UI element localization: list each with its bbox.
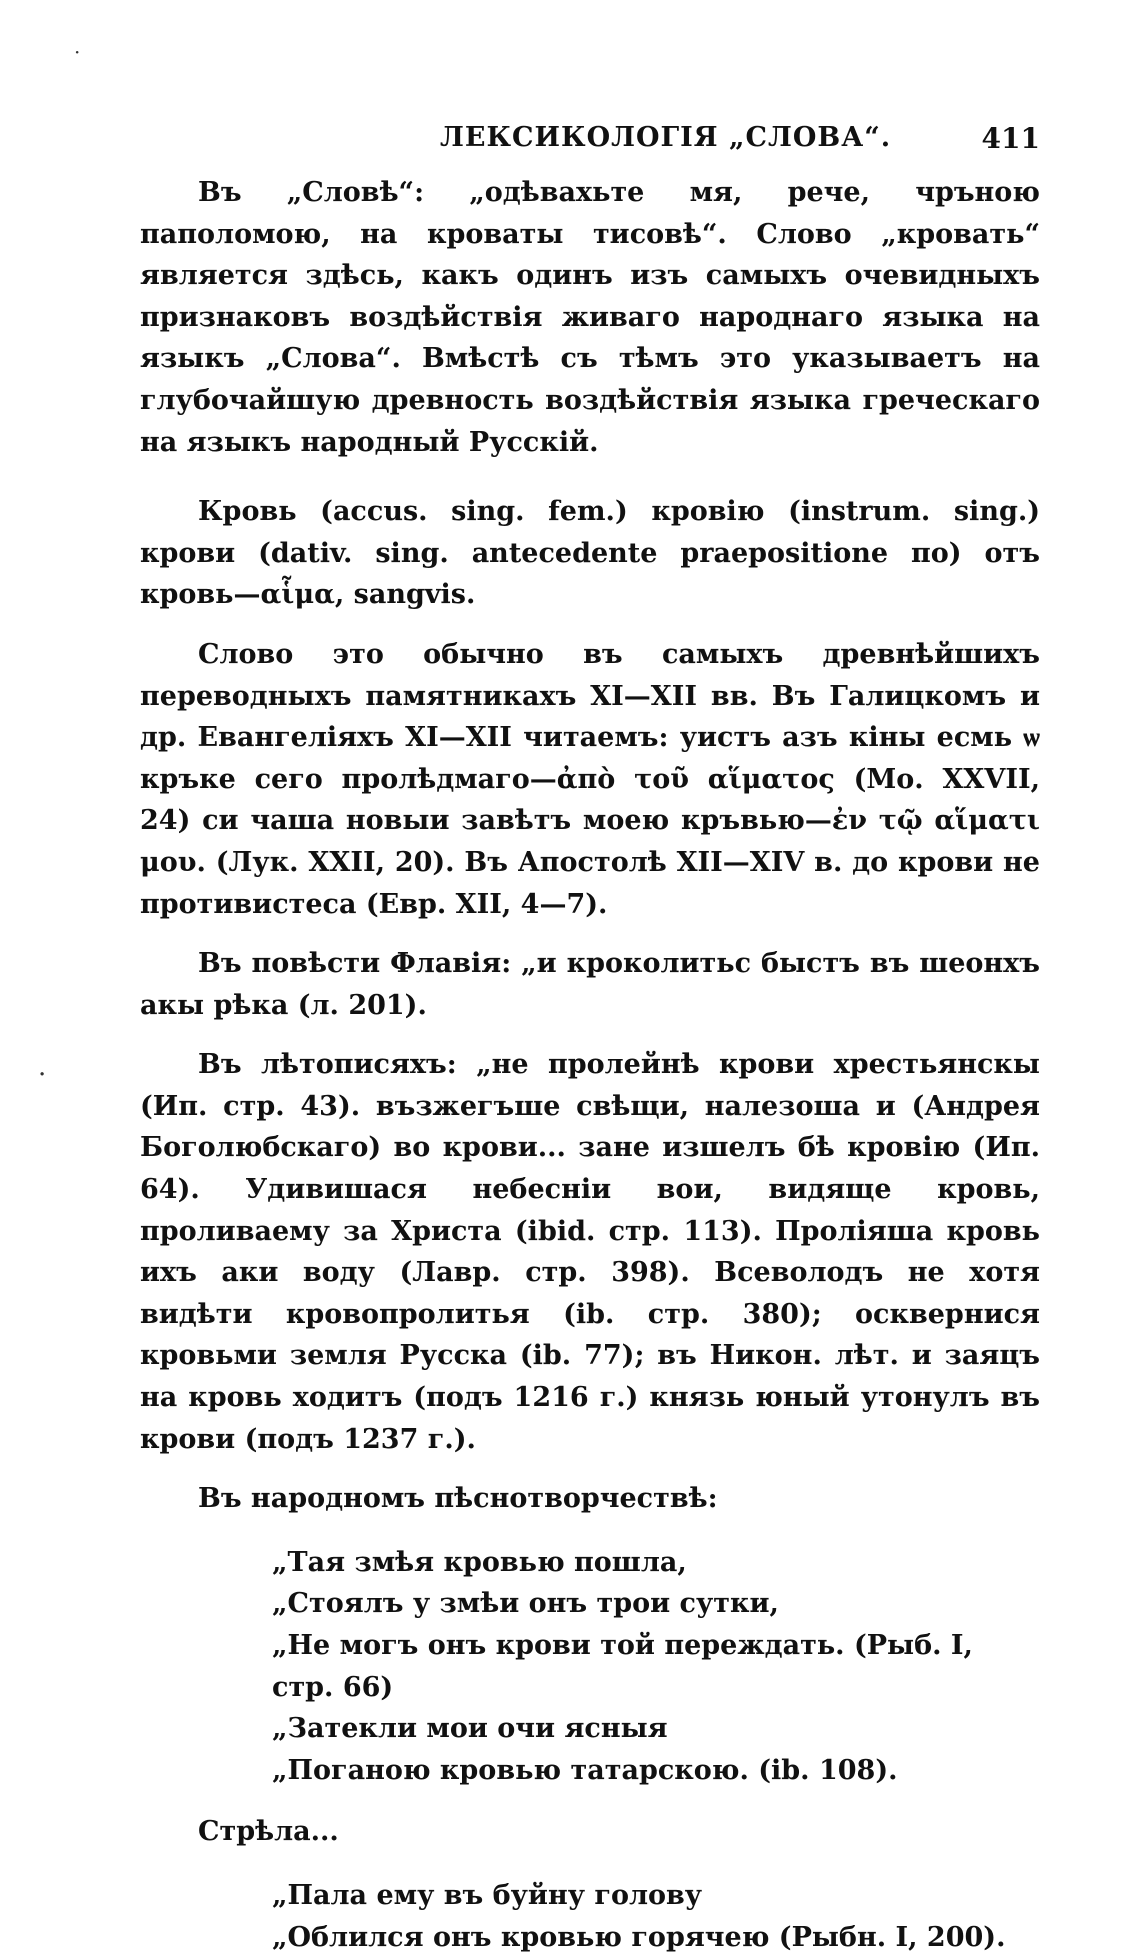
paragraph-ancient-translations: Слово это обычно въ самыхъ древнѣйшихъ переводныхъ памятникахъ XI—XII вв. Въ Галицкомъ и др. Евангеліяхъ XI—XII читаемъ: уистъ азъ кіны есмь ѡ кръке сего пролѣдмаго—ἀπὸ τοῦ αἵματος (Мо. XXVII, 24) си чаша новыи завѣтъ моею кръвью—ἐν τῷ αἵματι μου. (Лук. XXII, 20). Въ Апостолѣ XII—XIV в. до крови не противистеса (Евр. XII, 4—7).	[140, 638, 1040, 920]
verse-line: „Тая змѣя кровью пошла,	[272, 1546, 687, 1578]
paragraph-flavius: Въ повѣсти Флавія: „и кроколитьс быстъ въ шеонхъ акы рѣка (л. 201).	[140, 948, 1040, 1021]
paragraph-slovo-krovat: Въ „Словѣ“: „одѣвахьте мя, рече, чръною паполомою, на кроваты тисовѣ“. Слово „кровать“ является здѣсь, какъ одинъ изъ самыхъ очевидныхъ признаковъ воздѣйствія живаго народнаго языка на языкъ „Слова“. Вмѣстѣ съ тѣмъ это указываетъ на глубочайшую древность воздѣйствія языка греческаго на языкъ народный Русскій.	[140, 177, 1040, 458]
verse-line: „Пала ему въ буйну голову	[272, 1879, 703, 1911]
verse-line: „Облился онъ кровью горячею (Рыбн. I, 200).	[272, 1921, 1006, 1953]
verse-block-2	[140, 1875, 1040, 1958]
verse-line: „Стоялъ у змѣи онъ трои сутки,	[272, 1588, 779, 1620]
paragraph-chronicles: Въ лѣтописяхъ: „не пролейнѣ крови хрестьянскы (Ип. стр. 43). възжегъше свѣщи, налезоша и (Андрея Боголюбскаго) во крови... зане изшелъ бѣ кровію (Ип. 64). Удивишася небесніи вои, видяще кровь, проливаему за Христа (ibid. стр. 113). Проліяша кровь ихъ аки воду (Лавр. стр. 398). Всеволодъ не хотя видѣти кровопролитья (ib. стр. 380); осквернися кровьми земля Русска (ib. 77); въ Никон. лѣт. и заяцъ на кровь ходитъ (подъ 1216 г.) князь юный утонулъ въ крови (подъ 1237 г.).	[140, 1049, 1040, 1455]
page-header	[140, 122, 1040, 162]
page-number: 411	[981, 122, 1040, 155]
scan-speck: ·	[38, 1060, 47, 1090]
paragraph-folk-poetry: Въ народномъ пѣснотворчествѣ:	[198, 1483, 718, 1515]
paragraph-krov-entry: Кровь (accus. sing. fem.) кровію (instrum. sing.) крови (dativ. sing. antecedente praepositione по) отъ кровь—αἷμα, sangvis.	[140, 496, 1040, 611]
running-title: ЛЕКСИКОЛОГІЯ „СЛОВА“.	[440, 122, 892, 153]
page-body	[140, 172, 1040, 1958]
verse-line: „Поганою кровью татарскою. (ib. 108).	[272, 1754, 898, 1786]
verse-line: „Не могъ онъ крови той переждать. (Рыб. I, стр. 66)	[272, 1630, 973, 1703]
speaker-line: Стрѣла...	[198, 1816, 339, 1848]
verse-block-1	[140, 1542, 1040, 1792]
verse-line: „Затекли мои очи ясныя	[272, 1713, 668, 1745]
scan-speck: ·	[74, 40, 81, 64]
